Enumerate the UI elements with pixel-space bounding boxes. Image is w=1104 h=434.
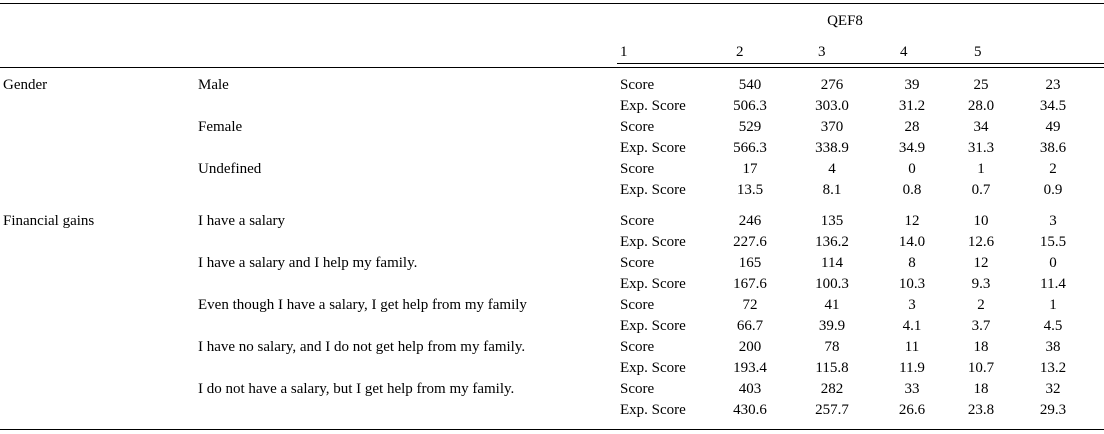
exp-score-cell: 0.8 xyxy=(902,182,922,198)
exp-score-cell: 566.3 xyxy=(733,140,767,156)
column-header-5: 5 xyxy=(974,44,982,60)
exp-score-cell: 13.5 xyxy=(736,182,764,198)
exp-score-cell: 26.6 xyxy=(898,402,926,418)
score-cell: 370 xyxy=(820,119,844,135)
score-label: Score xyxy=(620,255,655,271)
exp-score-cell: 506.3 xyxy=(733,98,767,114)
exp-score-cell: 4.1 xyxy=(902,318,922,334)
exp-score-cell: 8.1 xyxy=(822,182,842,198)
exp-score-cell: 14.0 xyxy=(898,234,926,250)
exp-score-cell: 430.6 xyxy=(733,402,767,418)
score-cell: 114 xyxy=(821,255,843,271)
exp-score-cell: 303.0 xyxy=(815,98,849,114)
exp-score-cell: 29.3 xyxy=(1039,402,1067,418)
exp-score-label: Exp. Score xyxy=(620,276,686,292)
exp-score-cell: 11.9 xyxy=(899,360,925,376)
item-label: I do not have a salary, but I get help from my family. xyxy=(198,381,515,397)
exp-score-cell: 0.7 xyxy=(971,182,991,198)
exp-score-label: Exp. Score xyxy=(620,360,686,376)
exp-score-cell: 31.3 xyxy=(967,140,995,156)
score-cell: 78 xyxy=(824,339,840,355)
score-cell: 529 xyxy=(738,119,762,135)
exp-score-cell: 66.7 xyxy=(736,318,764,334)
score-label: Score xyxy=(620,339,655,355)
score-cell: 18 xyxy=(973,339,989,355)
header-underline xyxy=(617,63,1104,64)
score-cell: 1 xyxy=(1049,297,1057,313)
score-cell: 1 xyxy=(977,161,985,177)
score-cell: 276 xyxy=(820,77,844,93)
score-cell: 28 xyxy=(904,119,920,135)
item-label: I have no salary, and I do not get help from my family. xyxy=(198,339,526,355)
score-cell: 0 xyxy=(1049,255,1057,271)
exp-score-cell: 257.7 xyxy=(815,402,849,418)
exp-score-cell: 12.6 xyxy=(967,234,995,250)
item-label: Undefined xyxy=(198,161,262,177)
bottom-rule xyxy=(0,429,1104,430)
score-cell: 39 xyxy=(904,77,920,93)
column-header-2: 2 xyxy=(736,44,744,60)
score-cell: 18 xyxy=(973,381,989,397)
header-rule xyxy=(0,67,1104,68)
score-cell: 25 xyxy=(973,77,989,93)
score-cell: 4 xyxy=(828,161,836,177)
score-cell: 282 xyxy=(820,381,844,397)
score-cell: 3 xyxy=(1049,213,1057,229)
exp-score-cell: 193.4 xyxy=(733,360,767,376)
exp-score-cell: 23.8 xyxy=(967,402,995,418)
score-cell: 246 xyxy=(738,213,762,229)
exp-score-cell: 167.6 xyxy=(733,276,767,292)
exp-score-cell: 100.3 xyxy=(815,276,849,292)
exp-score-label: Exp. Score xyxy=(620,318,686,334)
score-cell: 17 xyxy=(742,161,758,177)
exp-score-cell: 39.9 xyxy=(818,318,846,334)
score-cell: 12 xyxy=(973,255,989,271)
exp-score-cell: 10.7 xyxy=(967,360,995,376)
exp-score-cell: 338.9 xyxy=(815,140,849,156)
exp-score-cell: 34.9 xyxy=(898,140,926,156)
score-cell: 200 xyxy=(738,339,762,355)
exp-score-cell: 10.3 xyxy=(898,276,926,292)
column-header-1: 1 xyxy=(620,44,628,60)
item-label: Female xyxy=(198,119,243,135)
score-cell: 11 xyxy=(904,339,920,355)
column-header-4: 4 xyxy=(900,44,908,60)
exp-score-cell: 136.2 xyxy=(815,234,849,250)
top-rule xyxy=(0,3,1104,4)
exp-score-cell: 15.5 xyxy=(1039,234,1067,250)
group-label: Financial gains xyxy=(3,213,95,229)
exp-score-cell: 0.9 xyxy=(1043,182,1063,198)
exp-score-label: Exp. Score xyxy=(620,98,686,114)
item-label: I have a salary xyxy=(198,213,286,229)
exp-score-cell: 11.4 xyxy=(1040,276,1066,292)
score-cell: 23 xyxy=(1045,77,1061,93)
exp-score-cell: 13.2 xyxy=(1039,360,1067,376)
exp-score-label: Exp. Score xyxy=(620,234,686,250)
score-cell: 12 xyxy=(904,213,920,229)
group-label: Gender xyxy=(3,77,48,93)
exp-score-cell: 31.2 xyxy=(898,98,926,114)
score-cell: 38 xyxy=(1045,339,1061,355)
score-cell: 135 xyxy=(820,213,844,229)
exp-score-cell: 227.6 xyxy=(733,234,767,250)
exp-score-label: Exp. Score xyxy=(620,140,686,156)
score-cell: 403 xyxy=(738,381,762,397)
score-label: Score xyxy=(620,381,655,397)
score-label: Score xyxy=(620,161,655,177)
score-cell: 540 xyxy=(738,77,762,93)
exp-score-cell: 9.3 xyxy=(971,276,991,292)
score-label: Score xyxy=(620,297,655,313)
exp-score-cell: 34.5 xyxy=(1039,98,1067,114)
score-cell: 0 xyxy=(908,161,916,177)
column-header-3: 3 xyxy=(818,44,826,60)
score-cell: 3 xyxy=(908,297,916,313)
table-title: QEF8 xyxy=(827,13,863,29)
exp-score-cell: 28.0 xyxy=(967,98,995,114)
item-label: Male xyxy=(198,77,229,93)
score-cell: 2 xyxy=(1049,161,1057,177)
score-cell: 32 xyxy=(1045,381,1061,397)
score-cell: 33 xyxy=(904,381,920,397)
score-cell: 165 xyxy=(738,255,762,271)
exp-score-cell: 4.5 xyxy=(1043,318,1063,334)
score-cell: 41 xyxy=(824,297,840,313)
score-cell: 10 xyxy=(973,213,989,229)
item-label: I have a salary and I help my family. xyxy=(198,255,418,271)
item-label: Even though I have a salary, I get help from my family xyxy=(198,297,527,313)
score-cell: 72 xyxy=(742,297,758,313)
exp-score-cell: 38.6 xyxy=(1039,140,1067,156)
exp-score-cell: 3.7 xyxy=(971,318,991,334)
exp-score-label: Exp. Score xyxy=(620,182,686,198)
score-label: Score xyxy=(620,213,655,229)
score-cell: 49 xyxy=(1045,119,1061,135)
score-cell: 2 xyxy=(977,297,985,313)
exp-score-cell: 115.8 xyxy=(815,360,849,376)
score-cell: 34 xyxy=(973,119,989,135)
exp-score-label: Exp. Score xyxy=(620,402,686,418)
score-label: Score xyxy=(620,119,655,135)
score-cell: 8 xyxy=(908,255,916,271)
score-label: Score xyxy=(620,77,655,93)
